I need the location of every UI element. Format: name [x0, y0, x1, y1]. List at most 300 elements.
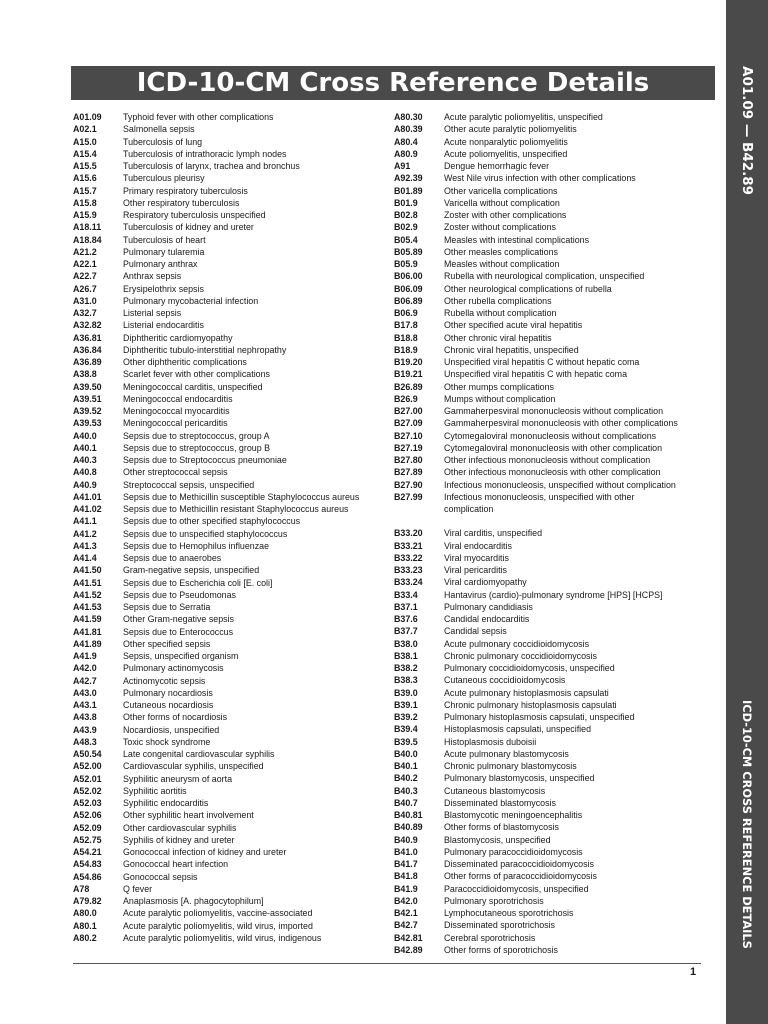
entry-code: A52.03	[73, 798, 102, 808]
entry-description: Meningococcal pericarditis	[123, 418, 228, 429]
entry-description: Infectious mononucleosis, unspecified with other complication	[444, 491, 635, 514]
code-entry	[394, 148, 714, 160]
code-entry	[394, 870, 714, 882]
entry-description: Candidal endocarditis	[444, 614, 530, 624]
entry-code: A36.81	[73, 332, 102, 343]
entry-code: A40.8	[73, 467, 97, 478]
code-entry	[394, 895, 714, 907]
entry-code: B38.2	[394, 663, 418, 673]
entry-code: A78	[73, 883, 90, 894]
entry-description: Sepsis due to anaerobes	[123, 553, 222, 563]
entry-description: Other acute paralytic poliomyelitis	[444, 124, 577, 135]
code-entry	[73, 491, 393, 503]
entry-code: A39.53	[73, 418, 102, 429]
code-entry	[394, 834, 714, 846]
code-entry	[73, 650, 393, 662]
entry-description: Disseminated blastomycosis	[444, 797, 556, 808]
entry-code: B33.22	[394, 552, 423, 563]
entry-code: B06.9	[394, 308, 418, 318]
code-entry	[394, 540, 714, 552]
entry-code: A32.82	[73, 320, 102, 331]
entry-description: Sepsis due to Pseudomonas	[123, 589, 236, 600]
code-entry	[73, 638, 393, 650]
entry-code: A40.0	[73, 430, 97, 441]
entry-description: Other respiratory tuberculosis	[123, 197, 240, 208]
entry-code: B38.1	[394, 650, 418, 661]
entry-description: Pulmonary tularemia	[123, 246, 205, 257]
entry-description: Viral pericarditis	[444, 565, 507, 575]
code-entry	[73, 393, 393, 405]
entry-description: Acute poliomyelitis, unspecified	[444, 148, 568, 159]
entry-code: A01.09	[73, 112, 102, 122]
entry-description: Other measles complications	[444, 246, 558, 257]
entry-description: Other forms of sporotrichosis	[444, 944, 558, 955]
entry-code: A52.06	[73, 810, 102, 821]
code-entry	[394, 748, 714, 760]
code-entry	[394, 674, 714, 686]
entry-code: B40.0	[394, 748, 418, 759]
code-entry	[73, 662, 393, 674]
code-entry	[73, 246, 393, 258]
code-entry	[394, 417, 714, 429]
code-entry	[73, 466, 393, 478]
entry-description: Cytomegaloviral mononucleosis without complications	[444, 430, 657, 441]
code-entry	[73, 148, 393, 160]
entry-code: A40.9	[73, 479, 97, 490]
entry-description: Viral carditis, unspecified	[444, 528, 543, 539]
entry-description: West Nile virus infection with other complications	[444, 173, 636, 184]
entry-code: A43.1	[73, 700, 97, 710]
entry-code: B19.21	[394, 369, 423, 380]
code-entry	[394, 307, 714, 319]
entry-code: B27.90	[394, 479, 423, 490]
entry-description: Acute paralytic poliomyelitis, wild virus, imported	[123, 920, 313, 931]
entry-code: A39.52	[73, 406, 102, 416]
code-entry	[394, 527, 714, 539]
code-entry	[394, 454, 714, 466]
entry-code: A91	[394, 161, 411, 171]
entry-code: B41.7	[394, 859, 418, 869]
code-entry	[394, 736, 714, 748]
code-entry	[73, 552, 393, 564]
entry-description: Pulmonary mycobacterial infection	[123, 295, 259, 306]
entry-code: B37.6	[394, 614, 418, 624]
entry-description: Typhoid fever with other complications	[123, 112, 274, 122]
entry-description: Measles without complication	[444, 259, 560, 269]
entry-description: Zoster without complications	[444, 222, 556, 233]
entry-code: A54.86	[73, 871, 102, 882]
entry-code: B26.89	[394, 381, 423, 392]
code-entry	[73, 871, 393, 883]
entry-code: A43.9	[73, 724, 97, 735]
code-entry	[394, 552, 714, 564]
entry-description: Cutaneous nocardiosis	[123, 700, 214, 710]
entry-description: Other forms of paracoccidioidomycosis	[444, 871, 597, 882]
code-entry	[73, 736, 393, 748]
entry-description: Acute paralytic poliomyelitis, unspecified	[444, 112, 603, 122]
entry-description: Pulmonary nocardiosis	[123, 687, 213, 698]
entry-code: B37.1	[394, 601, 418, 612]
entry-description: Other varicella complications	[444, 185, 558, 196]
entry-description: Zoster with other complications	[444, 210, 567, 220]
code-entry	[73, 356, 393, 368]
code-entry	[73, 920, 393, 932]
entry-code: A21.2	[73, 246, 97, 257]
code-entry	[73, 209, 393, 221]
entry-code: A31.0	[73, 295, 97, 306]
code-entry	[394, 650, 714, 662]
entry-code: A41.01	[73, 491, 102, 502]
code-entry	[394, 711, 714, 723]
code-entry	[73, 883, 393, 895]
code-entry	[73, 258, 393, 270]
entry-description: Erysipelothrix sepsis	[123, 283, 204, 294]
entry-code: A40.3	[73, 455, 97, 465]
code-entry	[394, 258, 714, 270]
code-entry	[73, 687, 393, 699]
entry-description: Acute paralytic poliomyelitis, wild virus, indigenous	[123, 932, 322, 943]
entry-code: A36.89	[73, 357, 102, 367]
entry-description: Listerial endocarditis	[123, 320, 204, 331]
entry-description: Blastomycotic meningoencephalitis	[444, 810, 583, 820]
code-entry	[73, 895, 393, 907]
code-entry	[394, 136, 714, 148]
code-entry	[73, 564, 393, 576]
code-entry	[73, 430, 393, 442]
code-entry	[73, 295, 393, 307]
entry-description: Dengue hemorrhagic fever	[444, 161, 550, 171]
entry-description: Other syphilitic heart involvement	[123, 810, 254, 821]
code-entry	[394, 111, 714, 123]
entry-description: Chronic pulmonary coccidioidomycosis	[444, 650, 597, 661]
entry-code: B33.20	[394, 528, 423, 539]
entry-code: B02.9	[394, 222, 418, 233]
entry-description: Pulmonary sporotrichosis	[444, 895, 544, 906]
entry-code: A15.4	[73, 148, 97, 159]
entry-code: A15.8	[73, 197, 97, 208]
entry-description: Syphilitic aneurysm of aorta	[123, 773, 233, 784]
code-entry	[394, 221, 714, 233]
entry-description: Viral myocarditis	[444, 552, 509, 563]
entry-code: B05.4	[394, 234, 418, 245]
entry-description: Sepsis due to unspecified staphylococcus	[123, 528, 288, 539]
entry-description: Pulmonary anthrax	[123, 259, 198, 269]
entry-description: Viral cardiomyopathy	[444, 577, 527, 588]
entry-description: Unspecified viral hepatitis C without hepatic coma	[444, 357, 640, 367]
entry-description: Anthrax sepsis	[123, 271, 182, 282]
entry-code: B05.89	[394, 246, 423, 257]
entry-code: A48.3	[73, 736, 97, 747]
code-entry	[394, 332, 714, 344]
code-entry	[73, 234, 393, 246]
code-entry	[73, 540, 393, 552]
entry-description: Rubella with neurological complication, unspecified	[444, 271, 645, 282]
entry-description: Late congenital cardiovascular syphilis	[123, 749, 275, 759]
code-entry	[73, 319, 393, 331]
code-entry	[73, 417, 393, 429]
code-entry	[73, 442, 393, 454]
entry-code: B33.21	[394, 540, 423, 551]
entry-code: B40.7	[394, 797, 418, 808]
entry-code: A80.4	[394, 136, 418, 147]
entry-code: B40.3	[394, 785, 418, 796]
code-entry	[394, 699, 714, 711]
entry-code: A52.00	[73, 761, 102, 772]
entry-description: Streptococcal sepsis, unspecified	[123, 479, 255, 490]
entry-description: Q fever	[123, 883, 153, 894]
entry-code: B06.89	[394, 295, 423, 306]
code-entry	[73, 160, 393, 172]
entry-code: A32.7	[73, 308, 97, 318]
entry-code: A39.50	[73, 381, 102, 392]
entry-code: B27.99	[394, 491, 423, 502]
entry-description: Gammaherpesviral mononucleosis without complication	[444, 406, 664, 416]
code-entry	[73, 332, 393, 344]
entry-description: Histoplasmosis capsulati, unspecified	[444, 724, 592, 735]
entry-code: A42.7	[73, 675, 97, 686]
entry-code: B27.80	[394, 455, 423, 465]
entry-code: A02.1	[73, 124, 97, 135]
entry-code: B17.8	[394, 320, 418, 331]
entry-description: Gonococcal sepsis	[123, 871, 198, 882]
code-entry	[73, 270, 393, 282]
code-entry	[394, 209, 714, 221]
entry-code: B41.0	[394, 846, 418, 857]
entry-description: Blastomycosis, unspecified	[444, 834, 551, 845]
entry-description: Other neurological complications of rubella	[444, 283, 612, 294]
code-entry	[394, 123, 714, 135]
left-column	[73, 111, 393, 944]
code-entry	[394, 613, 714, 625]
code-entry	[394, 601, 714, 613]
entry-description: Other streptococcal sepsis	[123, 467, 228, 478]
code-entry	[73, 185, 393, 197]
code-entry	[73, 613, 393, 625]
code-entry	[73, 809, 393, 821]
entry-code: A41.9	[73, 651, 97, 661]
entry-code: A22.1	[73, 259, 97, 269]
code-entry	[73, 675, 393, 687]
entry-description: Respiratory tuberculosis unspecified	[123, 210, 266, 220]
entry-code: A41.2	[73, 528, 97, 539]
code-entry	[394, 785, 714, 797]
entry-code: B40.1	[394, 761, 418, 771]
code-entry	[73, 907, 393, 919]
entry-description: Rubella without complication	[444, 308, 557, 318]
code-entry	[73, 601, 393, 613]
code-entry	[73, 405, 393, 417]
entry-description: Other specified acute viral hepatitis	[444, 320, 583, 331]
entry-description: Other rubella complications	[444, 295, 552, 306]
entry-description: Sepsis due to Methicillin susceptible Staphylococcus aureus	[123, 491, 360, 502]
code-entry	[73, 834, 393, 846]
entry-description: Cerebral sporotrichosis	[444, 932, 536, 943]
entry-description: Acute pulmonary histoplasmosis capsulati	[444, 687, 609, 698]
entry-description: Paracoccidioidomycosis, unspecified	[444, 883, 589, 894]
entry-code: A52.01	[73, 773, 102, 784]
entry-description: Syphilis of kidney and ureter	[123, 834, 235, 845]
entry-description: Pulmonary histoplasmosis capsulati, unspecified	[444, 712, 635, 722]
code-entry	[73, 822, 393, 834]
entry-description: Tuberculosis of intrathoracic lymph nodes	[123, 148, 287, 159]
entry-description: Disseminated sporotrichosis	[444, 920, 555, 931]
entry-description: Mumps without complication	[444, 393, 556, 404]
code-entry	[73, 136, 393, 148]
code-entry	[73, 221, 393, 233]
entry-description: Diphtheritic tubulo-interstitial nephropathy	[123, 344, 287, 355]
entry-code: A15.7	[73, 185, 97, 196]
entry-code: A39.51	[73, 393, 102, 404]
code-entry	[394, 344, 714, 356]
code-entry	[73, 307, 393, 319]
side-tab-label: ICD-10-CM CROSS REFERENCE DETAILS	[740, 700, 754, 949]
code-entry	[394, 160, 714, 172]
code-entry	[394, 883, 714, 895]
code-entry	[73, 932, 393, 944]
entry-code: B41.8	[394, 871, 418, 882]
entry-code: A15.0	[73, 136, 97, 147]
code-entry	[73, 846, 393, 858]
entry-code: A80.30	[394, 112, 423, 122]
entry-description: Sepsis due to streptococcus, group A	[123, 430, 270, 441]
entry-code: A18.11	[73, 222, 102, 233]
entry-code: B27.00	[394, 406, 423, 416]
entry-code: B42.81	[394, 932, 423, 943]
page-number: 1	[690, 966, 697, 978]
entry-code: A54.83	[73, 859, 102, 870]
code-entry	[394, 197, 714, 209]
entry-code: A41.81	[73, 626, 102, 637]
entry-description: Sepsis due to Methicillin resistant Staphylococcus aureus	[123, 504, 349, 514]
code-entry	[394, 662, 714, 674]
code-entry	[394, 687, 714, 699]
entry-description: Meningococcal myocarditis	[123, 406, 230, 416]
entry-code: A15.9	[73, 210, 97, 220]
entry-description: Cytomegaloviral mononucleosis with other complication	[444, 442, 663, 453]
code-entry	[394, 723, 714, 735]
entry-description: Tuberculosis of heart	[123, 234, 206, 245]
entry-code: B38.0	[394, 638, 418, 649]
entry-code: A41.3	[73, 540, 97, 551]
code-entry	[73, 344, 393, 356]
entry-description: Sepsis due to other specified staphylococcus	[123, 516, 301, 527]
entry-description: Salmonella sepsis	[123, 124, 195, 135]
entry-description: Nocardiosis, unspecified	[123, 724, 220, 735]
entry-code: A42.0	[73, 663, 97, 674]
code-entry	[394, 172, 714, 184]
code-entry	[394, 466, 714, 478]
entry-description: Primary respiratory tuberculosis	[123, 185, 248, 196]
entry-code: B42.7	[394, 920, 418, 931]
entry-description: Sepsis due to Escherichia coli [E. coli]	[123, 577, 273, 588]
entry-code: A18.84	[73, 234, 102, 245]
entry-code: B42.1	[394, 908, 418, 918]
entry-description: Syphilitic endocarditis	[123, 798, 209, 808]
code-entry	[73, 577, 393, 589]
code-entry	[73, 785, 393, 797]
entry-code: A41.59	[73, 614, 102, 625]
code-entry	[394, 760, 714, 772]
entry-code: B40.81	[394, 810, 423, 820]
entry-code: A80.39	[394, 124, 423, 135]
entry-description: Gonococcal heart infection	[123, 859, 229, 870]
code-entry	[394, 919, 714, 931]
entry-code: B26.9	[394, 393, 418, 404]
entry-code: B01.89	[394, 185, 423, 196]
code-entry	[73, 626, 393, 638]
code-entry	[394, 821, 714, 833]
code-entry	[394, 625, 714, 637]
entry-description: Pulmonary paracoccidioidomycosis	[444, 846, 583, 857]
entry-description: Tuberculosis of kidney and ureter	[123, 222, 254, 233]
code-entry	[73, 172, 393, 184]
entry-code: B27.19	[394, 442, 423, 453]
code-entry	[73, 528, 393, 540]
code-entry	[394, 283, 714, 295]
entry-code: A43.0	[73, 687, 97, 698]
entry-description: Tuberculosis of lung	[123, 136, 203, 147]
entry-description: Other specified sepsis	[123, 638, 211, 649]
code-entry	[73, 699, 393, 711]
entry-code: B18.9	[394, 344, 418, 355]
entry-description: Pulmonary actinomycosis	[123, 663, 224, 674]
entry-description: Hantavirus (cardio)-pulmonary syndrome [HPS] [HCPS]	[444, 589, 663, 600]
entry-code: A80.9	[394, 148, 418, 159]
entry-code: A43.8	[73, 712, 97, 723]
entry-code: B37.7	[394, 626, 418, 637]
code-entry	[394, 270, 714, 282]
code-entry	[73, 797, 393, 809]
side-tab-range: A01.09 — B42.89	[739, 66, 755, 196]
entry-description: Sepsis due to Enterococcus	[123, 626, 234, 637]
entry-code: B06.09	[394, 283, 423, 294]
code-entry	[73, 503, 393, 515]
entry-code: A41.02	[73, 504, 102, 514]
entry-code: B01.9	[394, 197, 418, 208]
code-entry	[394, 576, 714, 588]
entry-code: B39.4	[394, 724, 418, 735]
entry-description: Pulmonary blastomycosis, unspecified	[444, 773, 595, 784]
entry-description: Listerial sepsis	[123, 308, 182, 318]
code-entry	[394, 246, 714, 258]
entry-description: Infectious mononucleosis, unspecified without complication	[444, 479, 676, 490]
code-entry	[394, 858, 714, 870]
entry-code: B40.9	[394, 834, 418, 845]
code-entry	[394, 393, 714, 405]
code-entry	[73, 773, 393, 785]
code-entry	[394, 638, 714, 650]
entry-description: Other forms of nocardiosis	[123, 712, 228, 723]
code-entry	[394, 907, 714, 919]
entry-code: A52.75	[73, 834, 102, 845]
entry-code: B39.0	[394, 687, 418, 698]
entry-description: Gonococcal infection of kidney and ureter	[123, 847, 287, 857]
entry-code: B33.4	[394, 589, 418, 600]
entry-code: B27.89	[394, 467, 423, 478]
entry-description: Other infectious mononucleosis without complication	[444, 455, 651, 465]
code-entry	[73, 381, 393, 393]
entry-description: Chronic pulmonary histoplasmosis capsulati	[444, 699, 617, 710]
entry-description: Unspecified viral hepatitis C with hepatic coma	[444, 369, 628, 380]
entry-description: Acute pulmonary blastomycosis	[444, 748, 569, 759]
code-entry	[73, 711, 393, 723]
entry-description: Pulmonary candidiasis	[444, 601, 533, 612]
entry-code: A22.7	[73, 271, 97, 282]
entry-code: B40.89	[394, 822, 423, 833]
entry-code: A54.21	[73, 847, 102, 857]
entry-description: Other infectious mononucleosis with other complication	[444, 467, 661, 478]
entry-description: Candidal sepsis	[444, 626, 507, 637]
